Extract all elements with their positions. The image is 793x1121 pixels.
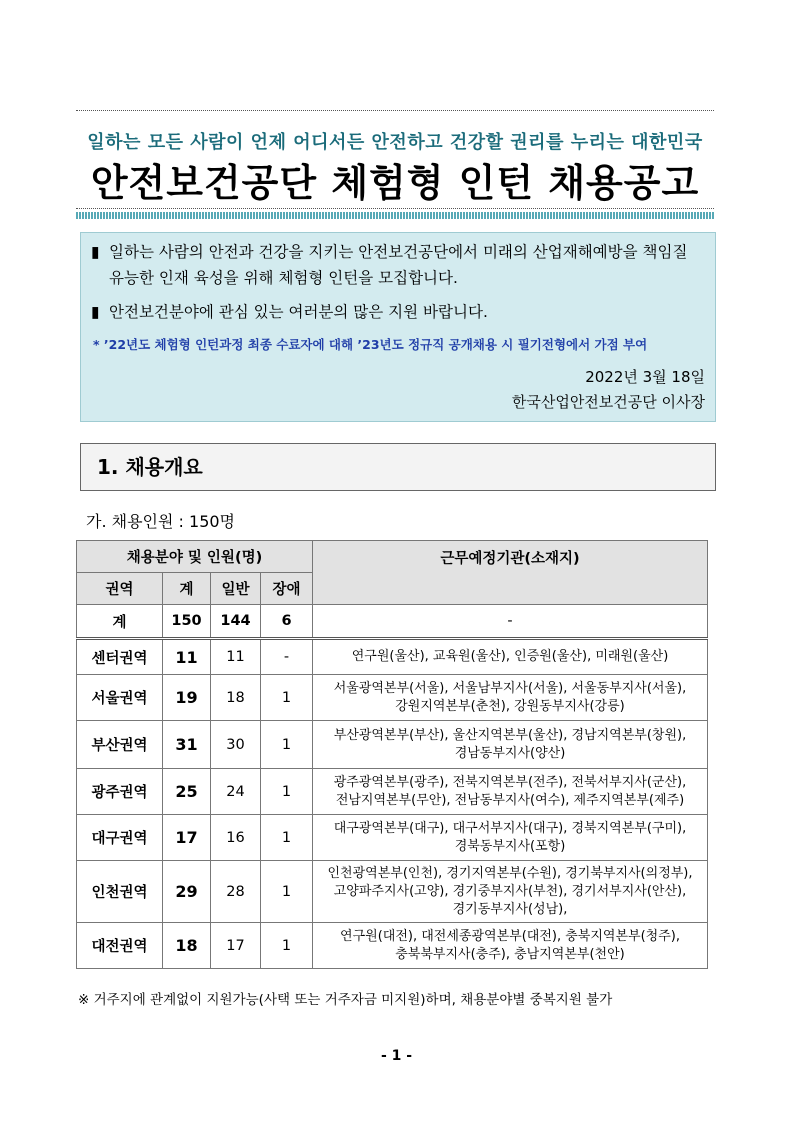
region-locations (313, 861, 708, 923)
title-stripe (76, 212, 714, 219)
location-line: 대구광역본부(대구), 대구서부지사(대구), 경북지역본부(구미), (333, 820, 687, 836)
region-general: 18 (211, 675, 261, 721)
notice-box (80, 232, 716, 422)
region-total: 18 (163, 923, 211, 969)
notice-note: * ’22년도 체험형 인턴과정 최종 수료자에 대해 ’23년도 정규직 공개채용 시 필기전형에서 가점 부여 (93, 337, 648, 352)
location-line: 경북동부지사(포항) (454, 838, 566, 854)
region-general: 16 (211, 815, 261, 861)
notice-line-1a: 일하는 사람의 안전과 건강을 지키는 안전보건공단에서 미래의 산업재해예방을 책임질 (109, 243, 688, 261)
sum-general: 144 (211, 605, 261, 639)
recruitment-table (76, 540, 708, 969)
location-line: 충북북부지사(충주), 충남지역본부(천안) (395, 946, 625, 962)
region-disabled: 1 (261, 861, 313, 923)
notice-line-2-text: 안전보건분야에 관심 있는 여러분의 많은 지원 바랍니다. (109, 303, 488, 321)
region-locations (313, 923, 708, 969)
region-name: 센터권역 (77, 639, 163, 675)
table-row-sum (77, 605, 708, 639)
mid-dotted-rule (76, 208, 714, 209)
location-line: 부산광역본부(부산), 울산지역본부(울산), 경남지역본부(창원), (333, 727, 687, 743)
location-line: 경기동부지사(성남), (452, 901, 568, 917)
region-name: 부산권역 (77, 721, 163, 769)
notice-signature: 한국산업안전보건공단 이사장 (511, 393, 705, 411)
subheader-disabled: 장애 (261, 573, 313, 605)
notice-line-1b: 유능한 인재 육성을 위해 체험형 인턴을 모집합니다. (109, 269, 458, 287)
location-line: 인천광역본부(인천), 경기지역본부(수원), 경기북부지사(의정부), (327, 865, 693, 881)
location-line: 광주광역본부(광주), 전북지역본부(전주), 전북서부지사(군산), (333, 774, 687, 790)
table-row (77, 923, 708, 969)
table-row (77, 721, 708, 769)
sum-disabled: 6 (261, 605, 313, 639)
region-general: 24 (211, 769, 261, 815)
region-name: 인천권역 (77, 861, 163, 923)
region-locations (313, 639, 708, 675)
region-total: 17 (163, 815, 211, 861)
bullet-icon: ▮ (91, 303, 100, 321)
subheader-region: 권역 (77, 573, 163, 605)
location-line: 연구원(대전), 대전세종광역본부(대전), 충북지역본부(청주), (340, 928, 680, 944)
region-disabled: 1 (261, 675, 313, 721)
region-name: 광주권역 (77, 769, 163, 815)
location-line: 연구원(울산), 교육원(울산), 인증원(울산), 미래원(울산) (351, 649, 669, 664)
region-name: 대전권역 (77, 923, 163, 969)
region-disabled: 1 (261, 769, 313, 815)
table-row (77, 675, 708, 721)
region-general: 11 (211, 639, 261, 675)
region-disabled: 1 (261, 815, 313, 861)
table-row (77, 861, 708, 923)
header-field-count: 채용분야 및 인원(명) (77, 541, 313, 573)
region-total: 19 (163, 675, 211, 721)
bullet-icon: ▮ (91, 243, 100, 261)
region-disabled: 1 (261, 721, 313, 769)
table-row (77, 769, 708, 815)
region-locations (313, 769, 708, 815)
page-subtitle: 일하는 모든 사람이 언제 어디서든 안전하고 건강할 권리를 누리는 대한민국 (87, 132, 703, 153)
table-row (77, 815, 708, 861)
header-workplace: 근무예정기관(소재지) (313, 541, 708, 605)
section-heading: 1. 채용개요 (80, 443, 716, 491)
region-name: 대구권역 (77, 815, 163, 861)
region-general: 17 (211, 923, 261, 969)
region-locations (313, 815, 708, 861)
subheader-total: 계 (163, 573, 211, 605)
location-line: 전남지역본부(무안), 전남동부지사(여수), 제주지역본부(제주) (335, 792, 685, 808)
sum-region: 계 (77, 605, 163, 639)
notice-date: 2022년 3월 18일 (585, 368, 705, 386)
sum-location: - (313, 605, 708, 639)
notice-line-2 (91, 299, 705, 325)
region-total: 11 (163, 639, 211, 675)
region-total: 31 (163, 721, 211, 769)
location-line: 강원지역본부(춘천), 강원동부지사(강릉) (395, 698, 625, 714)
sum-total: 150 (163, 605, 211, 639)
page-title: 안전보건공단 체험형 인턴 채용공고 (90, 161, 700, 205)
region-locations (313, 721, 708, 769)
region-disabled: - (261, 639, 313, 675)
page-number: - 1 - (380, 1048, 413, 1064)
location-line: 경남동부지사(양산) (454, 745, 566, 761)
recruit-count: 가. 채용인원 : 150명 (86, 512, 236, 531)
location-line: 서울광역본부(서울), 서울남부지사(서울), 서울동부지사(서울), (333, 680, 687, 696)
region-general: 30 (211, 721, 261, 769)
subheader-general: 일반 (211, 573, 261, 605)
location-line: 고양파주지사(고양), 경기중부지사(부천), 경기서부지사(안산), (333, 883, 687, 899)
region-total: 25 (163, 769, 211, 815)
table-header-row (77, 541, 708, 573)
region-locations (313, 675, 708, 721)
region-total: 29 (163, 861, 211, 923)
region-name: 서울권역 (77, 675, 163, 721)
top-dotted-rule (76, 110, 714, 111)
notice-line-1 (91, 239, 705, 291)
table-row (77, 639, 708, 675)
region-general: 28 (211, 861, 261, 923)
footnote: ※ 거주지에 관계없이 지원가능(사택 또는 거주자금 미지원)하며, 채용분야별 중복지원 불가 (78, 992, 613, 1008)
region-disabled: 1 (261, 923, 313, 969)
